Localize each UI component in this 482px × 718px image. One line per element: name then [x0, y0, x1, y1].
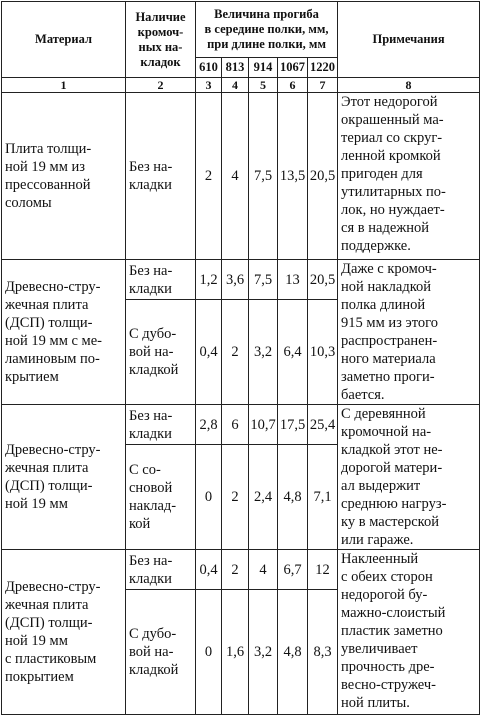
header-length-813: 813: [222, 58, 249, 78]
shelf-sag-table: [1, 1, 480, 715]
document: [1, 1, 479, 715]
header-length-1220: 1220: [308, 58, 338, 78]
sag-value: 1,2: [196, 260, 222, 300]
column-number: 3: [196, 78, 222, 93]
header-notes: Примечания: [338, 2, 480, 78]
table-row: [2, 405, 480, 445]
column-number: 7: [308, 78, 338, 93]
column-number: 4: [222, 78, 249, 93]
sag-value: 0,4: [196, 550, 222, 590]
sag-value: 4,8: [278, 590, 308, 715]
column-number: 8: [338, 78, 480, 93]
edging-cell: Без на- кладки: [126, 260, 196, 300]
sag-value: 13: [278, 260, 308, 300]
header-length-1067: 1067: [278, 58, 308, 78]
edging-cell: С со- сновой наклад- кой: [126, 445, 196, 550]
edging-cell: Без на- кладки: [126, 550, 196, 590]
material-cell: Плита толщи- ной 19 мм из прессованной соломы: [2, 93, 126, 260]
sag-value: 8,3: [308, 590, 338, 715]
sag-value: 20,5: [308, 260, 338, 300]
sag-value: 17,5: [278, 405, 308, 445]
table-row: [2, 93, 480, 260]
sag-value: 7,5: [249, 260, 278, 300]
sag-value: 12: [308, 550, 338, 590]
table-row: [2, 260, 480, 300]
material-cell: Древесно-стру- жечная плита (ДСП) толщи- ной 19 мм с пластиковым покрытием: [2, 550, 126, 715]
sag-value: 10,3: [308, 300, 338, 405]
header-length-914: 914: [249, 58, 278, 78]
edging-cell: Без на- кладки: [126, 405, 196, 445]
sag-value: 2: [222, 550, 249, 590]
column-number: 1: [2, 78, 126, 93]
column-number-row: [2, 78, 480, 93]
sag-value: 7,5: [249, 93, 278, 260]
sag-value: 3,6: [222, 260, 249, 300]
sag-value: 7,1: [308, 445, 338, 550]
sag-value: 4,8: [278, 445, 308, 550]
sag-value: 4: [249, 550, 278, 590]
note-cell: Этот недорогой окрашенный ма- териал со скруг- ленной кромкой пригоден для утилитарных по- лок, но нуждает- ся в надежной поддержке.: [338, 93, 480, 260]
edging-cell: С дубо- вой на- кладкой: [126, 590, 196, 715]
sag-value: 2: [222, 300, 249, 405]
edging-cell: Без на- кладки: [126, 93, 196, 260]
column-number: 2: [126, 78, 196, 93]
sag-value: 13,5: [278, 93, 308, 260]
column-number: 6: [278, 78, 308, 93]
header-material: Материал: [2, 2, 126, 78]
sag-value: 6,4: [278, 300, 308, 405]
material-cell: Древесно-стру- жечная плита (ДСП) толщи- ной 19 мм с ме- ламиновым по- крытием: [2, 260, 126, 405]
material-cell: Древесно-стру- жечная плита (ДСП) толщи- ной 19 мм: [2, 405, 126, 550]
sag-value: 2: [222, 445, 249, 550]
sag-value: 2: [196, 93, 222, 260]
sag-value: 4: [222, 93, 249, 260]
sag-value: 10,7: [249, 405, 278, 445]
sag-value: 2,4: [249, 445, 278, 550]
sag-value: 2,8: [196, 405, 222, 445]
sag-value: 0,4: [196, 300, 222, 405]
sag-value: 25,4: [308, 405, 338, 445]
sag-value: 3,2: [249, 300, 278, 405]
sag-value: 3,2: [249, 590, 278, 715]
sag-value: 0: [196, 445, 222, 550]
sag-value: 6,7: [278, 550, 308, 590]
edging-cell: С дубо- вой на- кладкой: [126, 300, 196, 405]
sag-value: 0: [196, 590, 222, 715]
sag-value: 20,5: [308, 93, 338, 260]
header-edging: Наличие кромоч- ных на- кладок: [126, 2, 196, 78]
table-row: [2, 550, 480, 590]
column-number: 5: [249, 78, 278, 93]
note-cell: С деревянной кромочной на- кладкой этот не- дорогой матери- ал выдержит среднюю нагруз- ку в мастерской или гараже.: [338, 405, 480, 550]
header-length-610: 610: [196, 58, 222, 78]
header-sag: Величина прогиба в середине полки, мм, при длине полки, мм: [196, 2, 338, 58]
sag-value: 6: [222, 405, 249, 445]
sag-value: 1,6: [222, 590, 249, 715]
note-cell: Даже с кромоч- ной накладкой полка длиной 915 мм из этого распространен- ного материала заметно проги- бается.: [338, 260, 480, 405]
note-cell: Наклеенный с обеих сторон недорогой бу- мажно-слоистый пластик заметно увеличивает прочность дре- весно-стружеч- ной плиты.: [338, 550, 480, 715]
